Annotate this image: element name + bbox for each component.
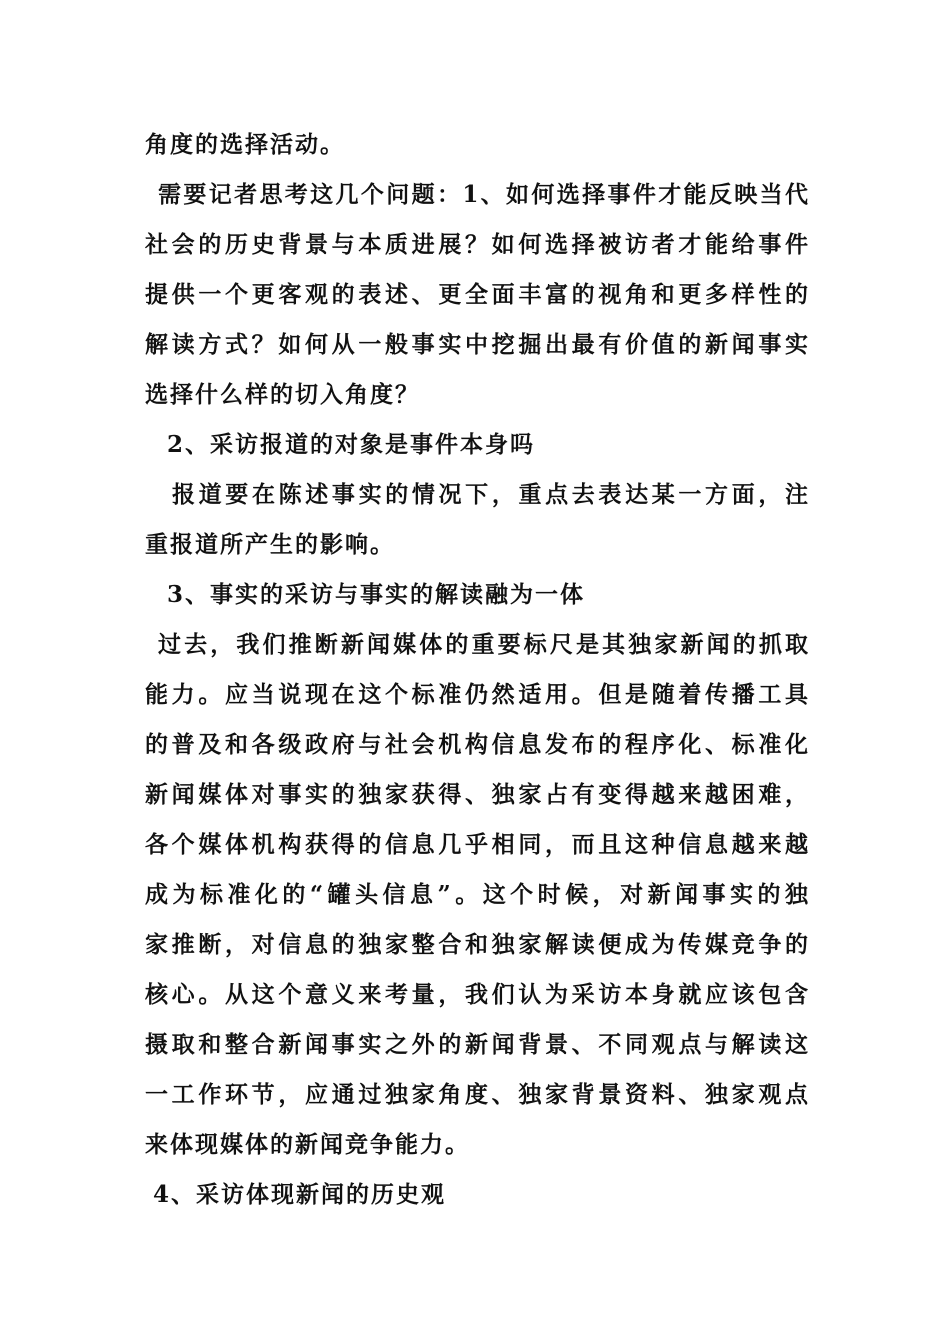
section-heading-2: 2、采访报道的对象是事件本身吗 <box>167 431 536 458</box>
text-line-16: 成为标准化的“罐头信息”。这个时候，对新闻事实的独 <box>145 881 810 908</box>
text-line-8: 报道要在陈述事实的情况下，重点去表达某一方面，注 <box>172 481 810 508</box>
text-line-21: 来体现媒体的新闻竞争能力。 <box>145 1131 470 1158</box>
text-line-11: 过去，我们推断新闻媒体的重要标尺是其独家新闻的抓取 <box>158 631 810 658</box>
text-line-15: 各个媒体机构获得的信息几乎相同，而且这种信息越来越 <box>145 831 810 858</box>
text-line-5: 解读方式？如何从一般事实中挖掘出最有价值的新闻事实 <box>145 331 810 358</box>
text-line-20: 一工作环节，应通过独家角度、独家背景资料、独家观点 <box>145 1081 810 1108</box>
text-line-18: 核心。从这个意义来考量，我们认为采访本身就应该包含 <box>145 981 810 1008</box>
section-heading-4: 4、采访体现新闻的历史观 <box>153 1181 447 1208</box>
text-line-4: 提供一个更客观的表述、更全面丰富的视角和更多样性的 <box>145 281 810 308</box>
text-line-1: 角度的选择活动。 <box>145 131 345 158</box>
text-line-12: 能力。应当说现在这个标准仍然适用。但是随着传播工具 <box>145 681 810 708</box>
text-line-2: 需要记者思考这几个问题：1、如何选择事件才能反映当代 <box>158 181 810 208</box>
section-heading-3: 3、事实的采访与事实的解读融为一体 <box>167 581 586 608</box>
text-line-14: 新闻媒体对事实的独家获得、独家占有变得越来越困难， <box>145 781 810 808</box>
document-page <box>145 120 810 1220</box>
text-line-17: 家推断，对信息的独家整合和独家解读便成为传媒竞争的 <box>145 931 810 958</box>
text-line-19: 摄取和整合新闻事实之外的新闻背景、不同观点与解读这 <box>145 1031 810 1058</box>
text-line-13: 的普及和各级政府与社会机构信息发布的程序化、标准化 <box>145 731 810 758</box>
text-line-6: 选择什么样的切入角度？ <box>145 381 420 408</box>
text-line-3: 社会的历史背景与本质进展？如何选择被访者才能给事件 <box>145 231 810 258</box>
text-line-9: 重报道所产生的影响。 <box>145 531 395 558</box>
